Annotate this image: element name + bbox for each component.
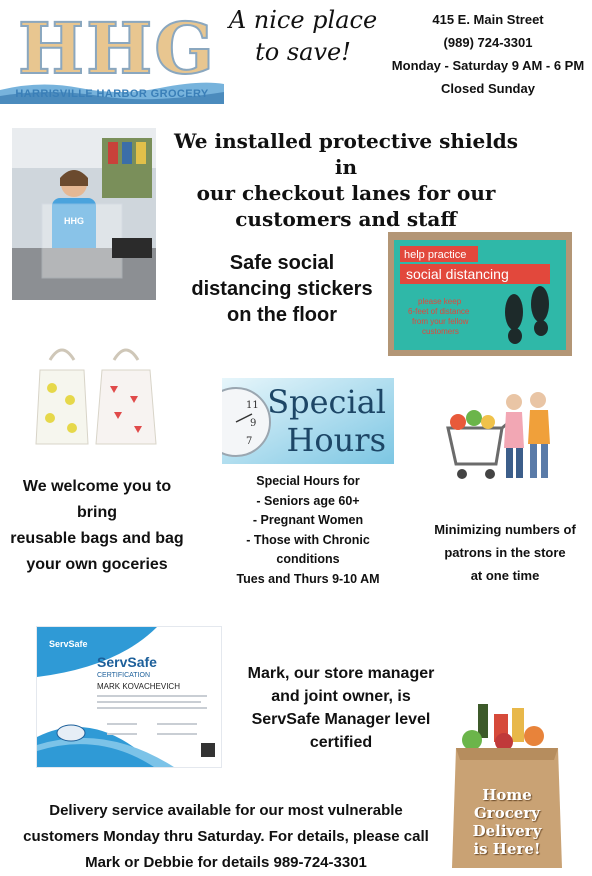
sign-instruction: from your fellow <box>412 317 469 326</box>
bags-line: reusable bags and bag <box>10 530 184 547</box>
sign-instruction: please keep <box>418 297 462 306</box>
reusable-bags-photo <box>30 340 160 452</box>
bag-label-line: Grocery <box>473 804 540 822</box>
groceries-icon <box>462 704 544 751</box>
shields-line: We installed protective shields in <box>173 129 519 179</box>
reusable-bags-note <box>4 474 190 578</box>
social-distancing-sticker-photo <box>388 232 572 356</box>
stickers-line: Safe social <box>229 252 335 274</box>
bag-label-line: Delivery <box>472 822 542 840</box>
manager-line: ServSafe Manager level <box>251 711 431 728</box>
special-hours-title: Special <box>267 383 386 421</box>
cert-brand: ServSafe <box>49 639 88 649</box>
svg-text:11: 11 <box>246 400 259 411</box>
shields-announcement <box>160 128 532 232</box>
hours-line: Special Hours for <box>256 474 360 488</box>
store-hours: Monday - Saturday 9 AM - 6 PM <box>391 58 585 73</box>
patrons-line: patrons in the store <box>444 545 566 560</box>
special-hours-details <box>226 472 390 589</box>
sign-instruction: 6-feet of distance <box>408 307 470 316</box>
grocery-bag-label <box>456 786 558 858</box>
bag-label-line: is Here! <box>473 840 541 858</box>
bag-label-line: Home <box>482 786 532 804</box>
special-hours-banner <box>222 378 394 464</box>
manager-line: Mark, our store manager <box>247 665 435 682</box>
shields-line: customers and staff <box>235 207 457 231</box>
slogan-line: to save! <box>255 38 351 66</box>
shields-line: our checkout lanes for our <box>196 181 496 205</box>
seniors-shopping-cart-illustration <box>442 388 562 492</box>
patrons-line: at one time <box>470 568 540 583</box>
svg-text:HHG: HHG <box>64 216 84 226</box>
shopping-cart-icon <box>448 410 514 479</box>
slogan-line: A nice place <box>228 6 378 34</box>
hours-line: - Pregnant Women <box>252 513 364 527</box>
hours-line: conditions <box>276 552 340 566</box>
manager-certification-note <box>246 662 436 754</box>
hours-line: Tues and Thurs 9-10 AM <box>236 571 380 586</box>
patrons-limit-note <box>430 518 580 587</box>
stickers-line: on the floor <box>227 304 337 326</box>
svg-text:9: 9 <box>250 418 257 429</box>
contact-info <box>388 8 588 100</box>
store-closed-day: Closed Sunday <box>441 81 535 96</box>
slogan <box>224 4 382 68</box>
logo-letters: HHG <box>18 7 217 90</box>
logo-subtitle: HARRISVILLE HARBOR GROCERY <box>15 88 209 100</box>
cert-subtitle: CERTIFICATION <box>97 672 151 679</box>
sign-tag: help practice <box>404 249 467 261</box>
cert-holder-name: MARK KOVACHEVICH <box>97 682 180 691</box>
bags-line: We welcome you to bring <box>22 478 172 521</box>
stickers-line: distancing stickers <box>191 278 373 300</box>
manager-line: certified <box>309 734 373 751</box>
delivery-line: Mark or Debbie for details 989-724-3301 <box>85 854 367 871</box>
store-logo <box>0 8 224 108</box>
bags-line: your own goceries <box>26 556 168 573</box>
cashier-photo <box>12 128 156 300</box>
sign-instruction: customers <box>422 327 459 336</box>
store-phone: (989) 724-3301 <box>443 35 533 50</box>
special-hours-title: Hours <box>286 421 386 459</box>
delivery-line: customers Monday thru Saturday. For details, please call <box>23 828 429 845</box>
stickers-announcement <box>182 250 382 328</box>
store-address: 415 E. Main Street <box>432 12 544 27</box>
delivery-line: Delivery service available for our most vulnerable <box>49 802 403 819</box>
svg-text:7: 7 <box>246 436 253 447</box>
manager-line: and joint owner, is <box>271 688 411 705</box>
patrons-line: Minimizing numbers of <box>434 522 576 537</box>
servsafe-certificate <box>36 626 222 768</box>
grocery-bag-image <box>448 700 566 870</box>
hours-line: - Those with Chronic <box>246 532 370 547</box>
delivery-service-note <box>18 798 434 876</box>
hours-line: - Seniors age 60+ <box>256 493 360 508</box>
cert-title: ServSafe <box>97 654 157 670</box>
sign-title: social distancing <box>406 266 509 282</box>
